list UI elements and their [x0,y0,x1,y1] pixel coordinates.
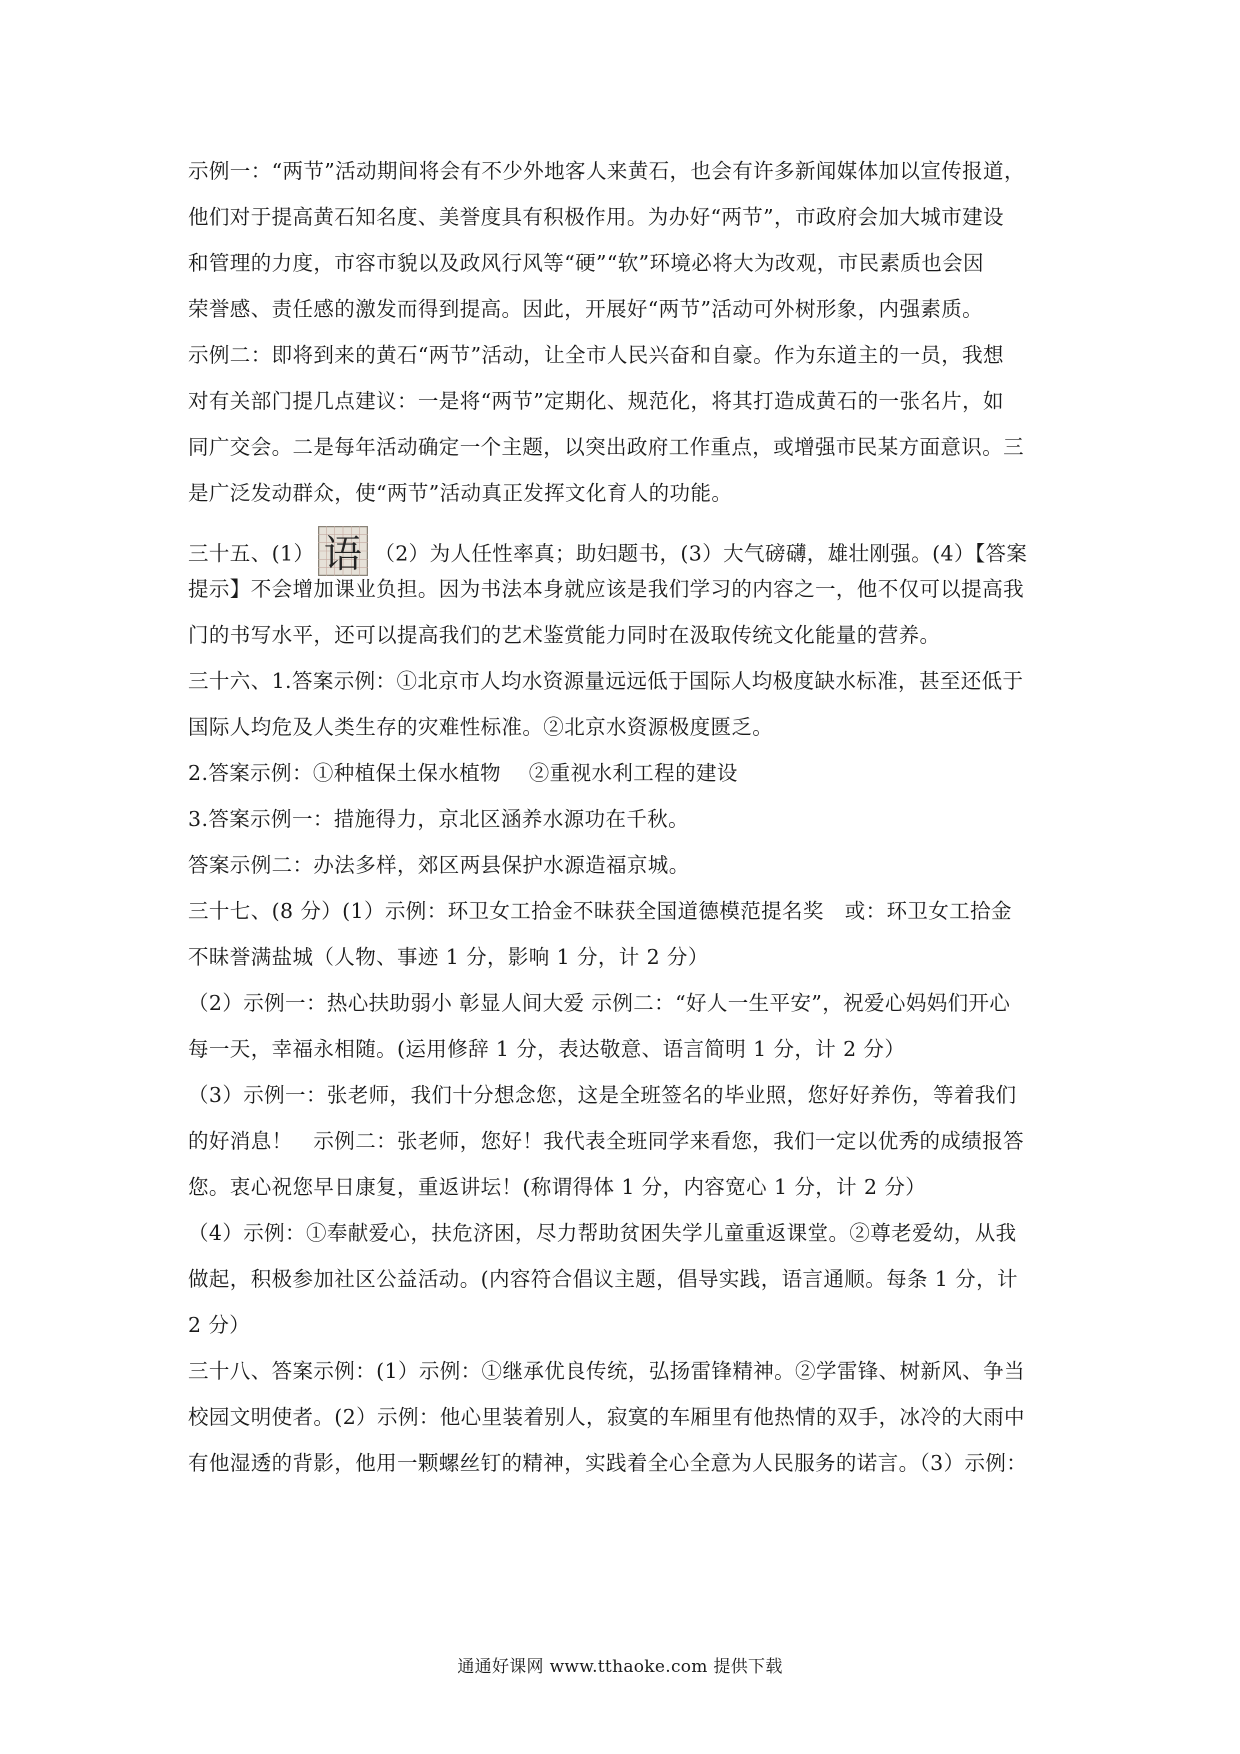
text-line: 是广泛发动群众，使“两节”活动真正发挥文化育人的功能。 [188,481,733,505]
text-line: 3.答案示例一：措施得力，京北区涵养水源功在千秋。 [188,807,690,831]
text-line: 不昧誉满盐城（人物、事迹 1 分，影响 1 分，计 2 分） [188,945,709,969]
text-line: 校园文明使者。(2）示例：他心里装着别人，寂寞的车厢里有他热情的双手，冰冷的大雨中 [188,1405,1025,1429]
q35-suffix: （2）为人任性率真；助妇题书，(3）大气磅礴，雄壮刚强。(4）【答案 [374,541,1028,566]
text-line: 门的书写水平，还可以提高我们的艺术鉴赏能力同时在汲取传统文化能量的营养。 [188,623,941,647]
text-line: 示例一：“两节”活动期间将会有不少外地客人来黄石，也会有许多新闻媒体加以宣传报道， [188,159,1025,183]
text-line: 您。衷心祝您早日康复，重返讲坛！(称谓得体 1 分，内容宽心 1 分，计 2 分） [188,1175,927,1199]
text-line: 和管理的力度，市容市貌以及政风行风等“硬”“软”环境必将大为改观，市民素质也会因 [188,251,984,275]
text-line: （2）示例一：热心扶助弱小 彰显人间大爱 示例二：“好人一生平安”，祝爱心妈妈们开心 [188,991,1011,1015]
text-line: 对有关部门提几点建议：一是将“两节”定期化、规范化，将其打造成黄石的一张名片，如 [188,389,1004,413]
text-line: 荣誉感、责任感的激发而得到提高。因此，开展好“两节”活动可外树形象，内强素质。 [188,297,984,321]
question-35-line [188,530,1027,580]
svg-text:语: 语 [324,532,363,576]
text-line: （4）示例：①奉献爱心，扶危济困，尽力帮助贫困失学儿童重返课堂。②尊老爱幼，从我 [188,1221,1017,1245]
q35-prefix: 三十五、(1） [188,541,315,566]
text-line: 2.答案示例：①种植保土保水植物 ②重视水利工程的建设 [188,761,738,785]
text-line: 的好消息！ 示例二：张老师，您好！我代表全班同学来看您，我们一定以优秀的成绩报答 [188,1129,1024,1153]
text-line: 2 分） [188,1313,251,1337]
text-line: 示例二：即将到来的黄石“两节”活动，让全市人民兴奋和自豪。作为东道主的一员，我想 [188,343,1004,367]
text-line: 有他湿透的背影，他用一颗螺丝钉的精神，实践着全心全意为人民服务的诺言。（3）示例： [188,1451,1028,1475]
text-line: 三十八、答案示例：(1）示例：①继承优良传统，弘扬雷锋精神。②学雷锋、树新风、争当 [188,1359,1025,1383]
text-line: 每一天，幸福永相随。(运用修辞 1 分，表达敬意、语言简明 1 分，计 2 分） [188,1037,906,1061]
page-footer: 通通好课网 www.tthaoke.com 提供下载 [457,1657,783,1677]
text-line: 国际人均危及人类生存的灾难性标准。②北京水资源极度匮乏。 [188,715,774,739]
text-line: （3）示例一：张老师，我们十分想念您，这是全班签名的毕业照，您好好养伤，等着我们 [188,1083,1017,1107]
text-line: 提示】不会增加课业负担。因为书法本身就应该是我们学习的内容之一，他不仅可以提高我 [188,577,1024,601]
text-line: 三十六、1.答案示例：①北京市人均水资源量远远低于国际人均极度缺水标准，甚至还低于 [188,669,1024,693]
text-line: 他们对于提高黄石知名度、美誉度具有积极作用。为办好“两节”，市政府会加大城市建设 [188,205,1004,229]
text-line: 三十七、(8 分）(1）示例：环卫女工拾金不昧获全国道德模范提名奖 或：环卫女工拾金 [188,899,1012,923]
text-line: 同广交会。二是每年活动确定一个主题，以突出政府工作重点，或增强市民某方面意识。三 [188,435,1024,459]
text-line: 做起，积极参加社区公益活动。(内容符合倡议主题，倡导实践，语言通顺。每条 1 分，计 [188,1267,1018,1291]
calligraphy-glyph-image [318,526,368,576]
text-line: 答案示例二：办法多样，郊区两县保护水源造福京城。 [188,853,690,877]
